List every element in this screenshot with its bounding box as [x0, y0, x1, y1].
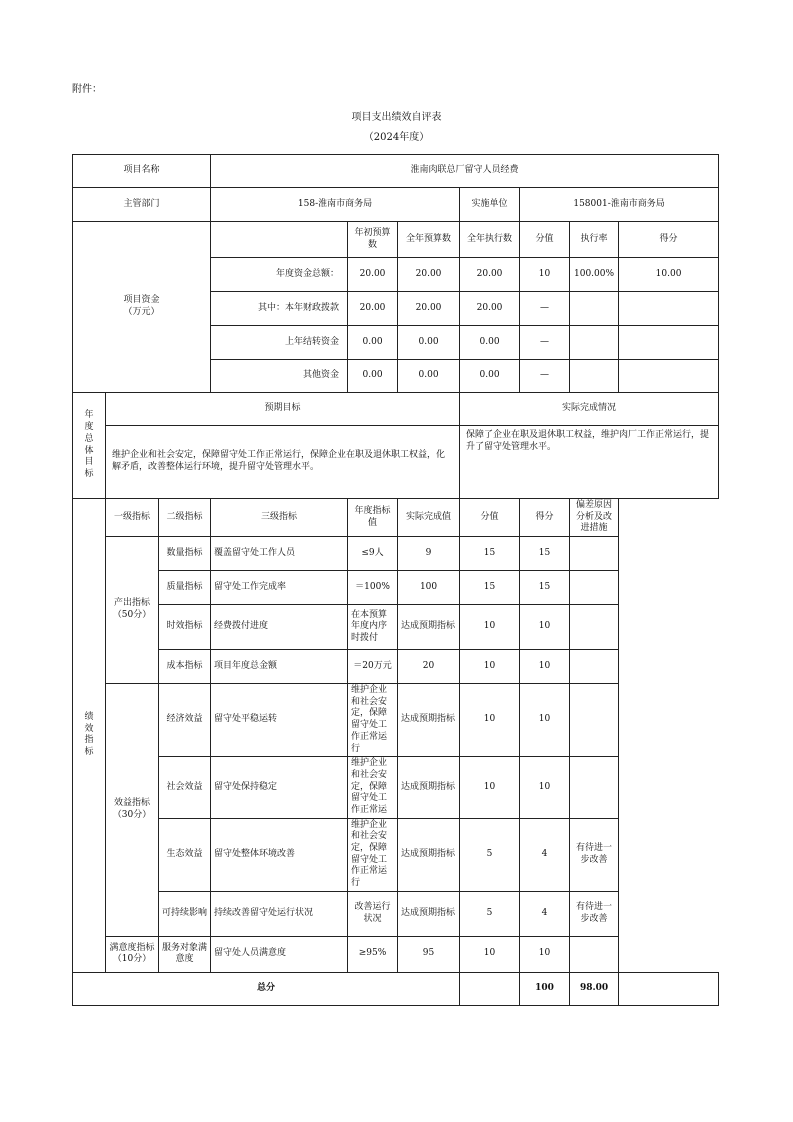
- ind-score-value: 15: [460, 571, 520, 605]
- ind-target: 在本预算年度内序时拨付: [348, 605, 398, 650]
- funds-row-score: [619, 360, 719, 393]
- funds-row-rate: [570, 292, 619, 326]
- funds-row-annual: 0.00: [398, 360, 460, 393]
- page-title: 项目支出绩效自评表: [351, 112, 442, 123]
- ind-level2: 经济效益: [159, 684, 211, 757]
- ind-score: 4: [520, 818, 570, 891]
- ind-score-value: 10: [460, 605, 520, 650]
- ind-score-value: 10: [460, 684, 520, 757]
- project-name-value: 淮南肉联总厂留守人员经费: [211, 155, 719, 188]
- ind-score-value: 5: [460, 818, 520, 891]
- funds-row-score-value: —: [520, 292, 570, 326]
- ind-level3: 留守处整体环境改善: [211, 818, 348, 891]
- impl-label: 实施单位: [460, 188, 520, 222]
- funds-header-score: 得分: [619, 222, 719, 258]
- ind-level3: 覆盖留守处工作人员: [211, 537, 348, 571]
- dept-value: 158-淮南市商务局: [211, 188, 460, 222]
- ind-target: 维护企业和社会安定，保障留守处工作正常运: [348, 757, 398, 818]
- total-blank: [460, 972, 520, 1005]
- funds-row-score: [619, 326, 719, 360]
- ind-score: 10: [520, 936, 570, 972]
- dept-label: 主管部门: [73, 188, 211, 222]
- funds-row-score: [619, 292, 719, 326]
- ind-level2: 成本指标: [159, 650, 211, 684]
- ind-actual: 20: [398, 650, 460, 684]
- ind-level3: 经费拨付进度: [211, 605, 348, 650]
- funds-row-executed: 20.00: [460, 258, 520, 292]
- ind-note: [570, 936, 619, 972]
- attachment-label: 附件：: [72, 84, 102, 95]
- ind-score: 10: [520, 757, 570, 818]
- ind-level2: 质量指标: [159, 571, 211, 605]
- funds-row-score-value: —: [520, 326, 570, 360]
- total-score-value: 100: [520, 972, 570, 1005]
- ind-level2: 可持续影响: [159, 891, 211, 936]
- project-name-label: 项目名称: [73, 155, 211, 188]
- ind-header-target: 年度指标值: [348, 499, 398, 537]
- ind-header-level2: 二级指标: [159, 499, 211, 537]
- funds-row-rate: [570, 326, 619, 360]
- total-label: 总分: [73, 972, 460, 1005]
- page-subtitle: （2024年度）: [363, 132, 430, 143]
- funds-row-initial: 0.00: [348, 326, 398, 360]
- ind-actual: 达成预期指标: [398, 818, 460, 891]
- funds-row-executed: 0.00: [460, 326, 520, 360]
- ind-level3: 持续改善留守处运行状况: [211, 891, 348, 936]
- self-evaluation-table: [72, 154, 719, 1006]
- ind-note: [570, 757, 619, 818]
- funds-header-executed: 全年执行数: [460, 222, 520, 258]
- ind-level2: 数量指标: [159, 537, 211, 571]
- ind-note: [570, 537, 619, 571]
- goals-actual-label: 实际完成情况: [460, 393, 719, 426]
- funds-header-annual: 全年预算数: [398, 222, 460, 258]
- funds-row-label: 年度资金总额：: [211, 258, 348, 292]
- goals-actual-text: 保障了企业在职及退休职工权益，维护肉厂工作正常运行，提升了留守处管理水平。: [460, 426, 719, 499]
- ind-target: ≤9人: [348, 537, 398, 571]
- ind-score: 10: [520, 605, 570, 650]
- ind-note: [570, 605, 619, 650]
- ind-level3: 留守处保持稳定: [211, 757, 348, 818]
- ind-score: 15: [520, 571, 570, 605]
- ind-level2: 生态效益: [159, 818, 211, 891]
- ind-level1: 效益指标（30分）: [106, 684, 159, 937]
- funds-row-executed: 0.00: [460, 360, 520, 393]
- ind-score-value: 15: [460, 537, 520, 571]
- funds-header-blank: [211, 222, 348, 258]
- funds-row-annual: 20.00: [398, 258, 460, 292]
- ind-actual: 95: [398, 936, 460, 972]
- funds-row-score: 10.00: [619, 258, 719, 292]
- ind-level3: 留守处人员满意度: [211, 936, 348, 972]
- ind-level2: 时效指标: [159, 605, 211, 650]
- ind-target: 维护企业和社会安定，保障留守处工作正常运行: [348, 818, 398, 891]
- total-score: 98.00: [570, 972, 619, 1005]
- ind-target: 改善运行状况: [348, 891, 398, 936]
- funds-row-label: 其他资金: [211, 360, 348, 393]
- funds-row-initial: 0.00: [348, 360, 398, 393]
- goals-expected-text: 维护企业和社会安定，保障留守处工作正常运行，保障企业在职及退休职工权益，化解矛盾，改善整体运行环境，提升留守处管理水平。: [106, 426, 460, 499]
- ind-header-score-value: 分值: [460, 499, 520, 537]
- ind-target: ＝20万元: [348, 650, 398, 684]
- ind-actual: 9: [398, 537, 460, 571]
- ind-note: 有待进一步改善: [570, 891, 619, 936]
- goals-label: 年 度 总 体 目 标: [73, 393, 106, 499]
- ind-actual: 100: [398, 571, 460, 605]
- funds-row-rate: [570, 360, 619, 393]
- ind-level1: 满意度指标（10分）: [106, 936, 159, 972]
- ind-score-value: 10: [460, 757, 520, 818]
- ind-level3: 留守处平稳运转: [211, 684, 348, 757]
- funds-row-initial: 20.00: [348, 292, 398, 326]
- ind-actual: 达成预期指标: [398, 891, 460, 936]
- ind-level2: 服务对象满意度: [159, 936, 211, 972]
- ind-score: 10: [520, 684, 570, 757]
- ind-score-value: 5: [460, 891, 520, 936]
- ind-level1: 产出指标（50分）: [106, 537, 159, 684]
- ind-level2: 社会效益: [159, 757, 211, 818]
- ind-score: 15: [520, 537, 570, 571]
- ind-header-level1: 一级指标: [106, 499, 159, 537]
- ind-note: [570, 571, 619, 605]
- funds-row-score-value: —: [520, 360, 570, 393]
- funds-row-initial: 20.00: [348, 258, 398, 292]
- ind-score: 10: [520, 650, 570, 684]
- ind-score-value: 10: [460, 650, 520, 684]
- funds-label: 项目资金 （万元）: [73, 222, 211, 393]
- funds-row-rate: 100.00%: [570, 258, 619, 292]
- funds-header-initial: 年初预算数: [348, 222, 398, 258]
- ind-header-actual: 实际完成值: [398, 499, 460, 537]
- funds-row-label: 上年结转资金: [211, 326, 348, 360]
- funds-row-score-value: 10: [520, 258, 570, 292]
- ind-note: [570, 684, 619, 757]
- funds-header-score-value: 分值: [520, 222, 570, 258]
- ind-score-value: 10: [460, 936, 520, 972]
- funds-row-label: 其中：本年财政拨款: [211, 292, 348, 326]
- ind-header-score: 得分: [520, 499, 570, 537]
- ind-actual: 达成预期指标: [398, 605, 460, 650]
- ind-header-note: 偏差原因分析及改进措施: [570, 499, 619, 537]
- ind-target: ＝100%: [348, 571, 398, 605]
- goals-expected-label: 预期目标: [106, 393, 460, 426]
- indicators-label: 绩 效 指 标: [73, 499, 106, 973]
- total-note: [619, 972, 719, 1005]
- funds-row-annual: 20.00: [398, 292, 460, 326]
- ind-level3: 项目年度总金额: [211, 650, 348, 684]
- ind-level3: 留守处工作完成率: [211, 571, 348, 605]
- ind-note: 有待进一步改善: [570, 818, 619, 891]
- ind-header-level3: 三级指标: [211, 499, 348, 537]
- ind-actual: 达成预期指标: [398, 684, 460, 757]
- ind-target: 维护企业和社会安定，保障留守处工作正常运行: [348, 684, 398, 757]
- ind-note: [570, 650, 619, 684]
- ind-score: 4: [520, 891, 570, 936]
- funds-row-executed: 20.00: [460, 292, 520, 326]
- ind-actual: 达成预期指标: [398, 757, 460, 818]
- funds-header-rate: 执行率: [570, 222, 619, 258]
- funds-row-annual: 0.00: [398, 326, 460, 360]
- ind-target: ≥95%: [348, 936, 398, 972]
- impl-value: 158001-淮南市商务局: [520, 188, 719, 222]
